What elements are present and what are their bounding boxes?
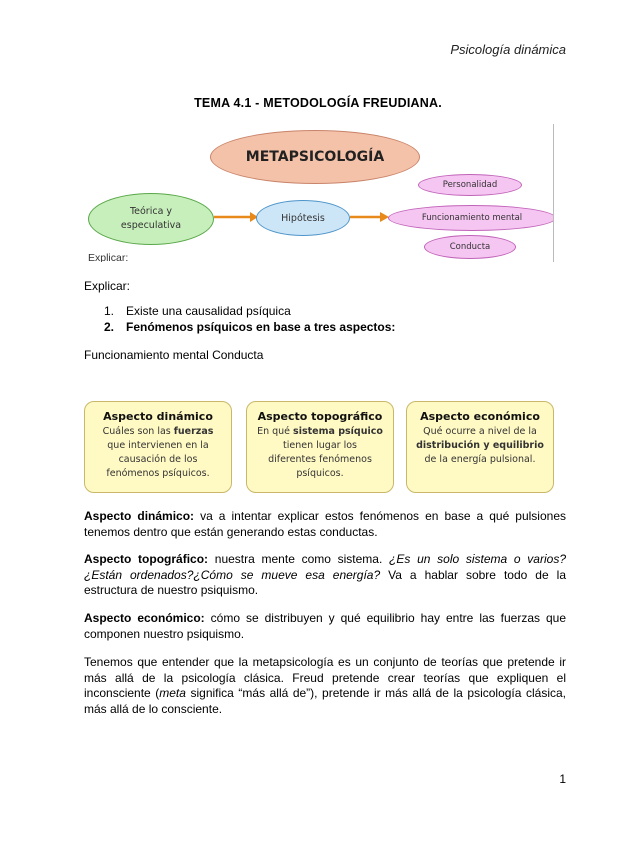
box-line: Cuáles son las fuerzas: [102, 426, 214, 437]
diagram-cut-label: Explicar:: [88, 252, 129, 262]
hipotesis-ellipse: Hipótesis: [256, 200, 350, 236]
box-title: Aspecto dinámico: [103, 410, 213, 423]
box-line: psíquicos.: [296, 468, 344, 479]
teorica-ellipse: [88, 193, 214, 245]
metapsicologia-diagram: [84, 124, 554, 262]
explicar-label: Explicar:: [84, 279, 131, 293]
personalidad-ellipse: Personalidad: [418, 174, 522, 196]
list-number: 1.: [104, 304, 115, 318]
box-line: distribución y equilibrio: [416, 440, 544, 451]
list-text: Fenómenos psíquicos en base a tres aspectos:: [126, 320, 396, 334]
box-line: Qué ocurre a nivel de la: [423, 426, 537, 437]
page-number: 1: [559, 772, 566, 786]
paragraph-economico: Aspecto económico: cómo se distribuyen y qué equilibrio hay entre las fuerzas que componen nuestro psiquismo.: [84, 611, 566, 641]
paragraph-dinamico: Aspecto dinámico: va a intentar explicar estos fenómenos en base a qué pulsiones tenemos dentro que están generando estas conductas.: [84, 509, 566, 539]
funcionamiento-ellipse: Funcionamiento mental: [388, 205, 554, 231]
aspecto-topografico-box: [246, 401, 394, 493]
box-line: tienen lugar los: [283, 440, 357, 451]
paragraph-metapsicologia: Tenemos que entender que la metapsicología es un conjunto de teorías que pretende ir más allá de la psicología clásica. Freud pretende crear teorías que expliquen el inconsciente (meta significa “más allá de”), pretende ir más allá de la psicología clásica, más allá de lo consciente.: [84, 655, 566, 716]
numbered-list: [104, 303, 395, 335]
func-conducta-line: Funcionamiento mental Conducta: [84, 348, 264, 362]
box-line: que intervienen en la: [107, 440, 209, 451]
conducta-ellipse: Conducta: [424, 235, 516, 259]
list-number: 2.: [104, 320, 115, 334]
list-item: [104, 303, 395, 319]
box-title: Aspecto económico: [420, 410, 540, 423]
aspecto-economico-box: [406, 401, 554, 493]
box-title: Aspecto topográfico: [257, 410, 383, 423]
metapsicologia-ellipse: METAPSICOLOGÍA: [210, 130, 420, 184]
teorica-line2: especulativa: [120, 220, 182, 231]
box-line: de la energía pulsional.: [424, 454, 536, 465]
paragraph-topografico: Aspecto topográfico: nuestra mente como sistema. ¿Es un solo sistema o varios?¿Están ordenados?¿Cómo se mueve esa energía? Va a hablar sobre todo de la estructura de nuestro psiquismo.: [84, 552, 566, 597]
running-header: Psicología dinámica: [450, 42, 566, 57]
list-item: [104, 319, 395, 335]
aspecto-dinamico-box: [84, 401, 232, 493]
box-line: causación de los: [118, 454, 198, 465]
box-line: En qué sistema psíquico: [257, 426, 383, 437]
box-line: diferentes fenómenos: [268, 454, 372, 465]
diagram-border: [553, 124, 554, 262]
teorica-line1: Teórica y: [129, 206, 173, 217]
box-line: fenómenos psíquicos.: [106, 468, 210, 479]
list-text: Existe una causalidad psíquica: [126, 304, 291, 318]
page-title: TEMA 4.1 - METODOLOGÍA FREUDIANA.: [194, 96, 442, 110]
